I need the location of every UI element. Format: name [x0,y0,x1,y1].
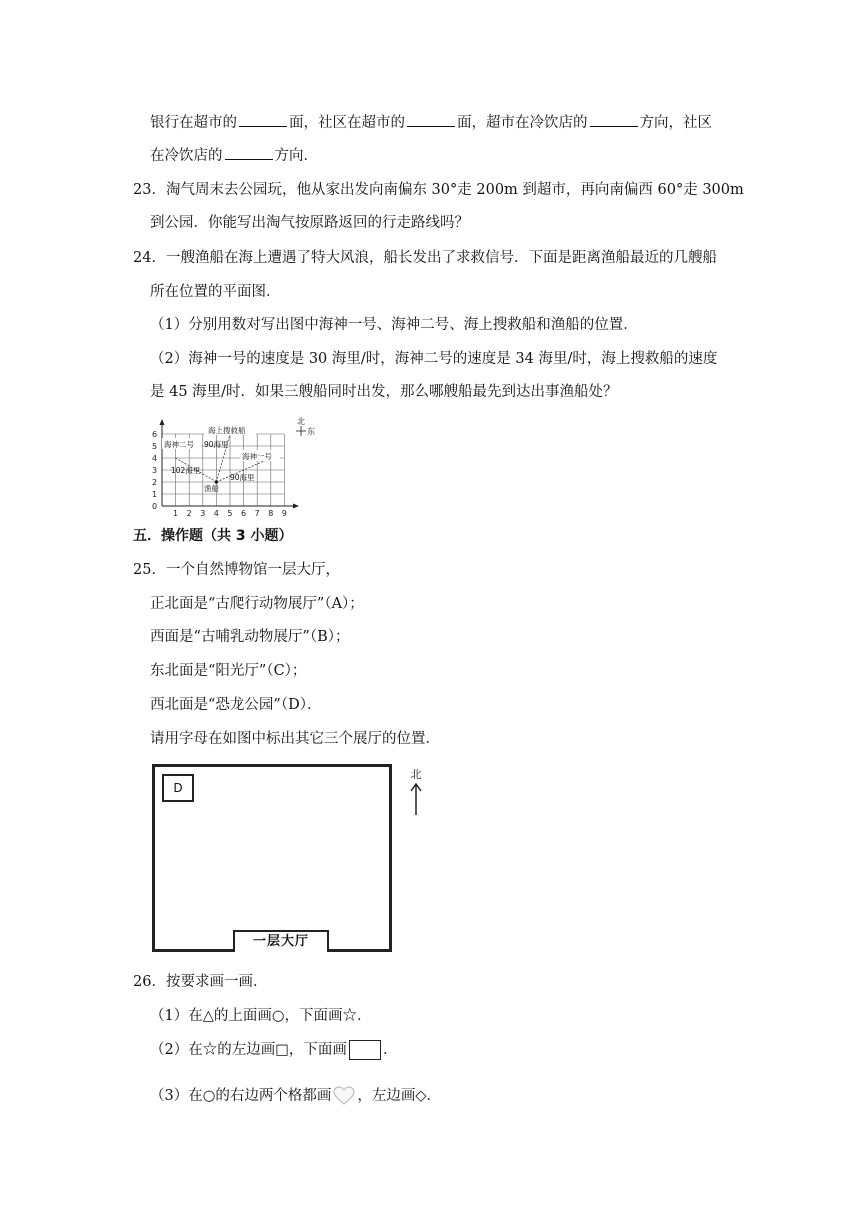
haishen1-label: 海神一号 [242,452,272,461]
q22-line1 [150,112,712,133]
q24-sub1: （1）分别用数对写出图中海神一号、海神二号、海上搜救船和渔船的位置． [150,317,638,333]
y-tick: 3 [152,466,158,475]
x-tick: 9 [281,509,287,518]
distance-label: 102海里 [171,466,201,475]
hall-d-label: D [173,781,183,795]
answer-blank [590,112,638,127]
compass-east: 东 [307,427,315,436]
x-tick: 6 [241,509,247,518]
hall-label: 一层大厅 [252,934,309,949]
north-arrow-icon [406,782,426,816]
answer-blank [225,145,273,160]
q25-item-a: 正北面是“古爬行动物展厅”（A）； [150,596,364,612]
north-indicator [406,766,426,816]
y-tick: 6 [152,430,158,439]
y-tick: 0 [152,502,158,511]
answer-blank [239,112,287,127]
section-title: 五．操作题（共 3 小题） [133,528,293,544]
q22-text: 在冷饮店的 [150,148,223,164]
q25-item-c: 东北面是“阳光厅”（C）； [150,663,307,679]
q25-item-d: 西北面是“恐龙公园”（D）． [150,697,322,713]
q26-sub3 [150,1086,441,1106]
q23-line2: 到公园．你能写出淘气按原路返回的行走路线吗？ [150,215,469,231]
q22-line2 [150,145,318,166]
x-tick: 8 [268,509,274,518]
sea-map-figure [146,414,336,522]
haishen2-label: 海神二号 [164,440,194,449]
q26-sub1: （1）在△的上面画○，下面画☆． [150,1008,372,1024]
q24-sub3: 是 45 海里/时．如果三艘船同时出发，那么哪艘船最先到达出事渔船处？ [150,384,618,400]
q26-sub3-text: （3）在○的右边两个格都画 [150,1088,332,1104]
search-ship-label: 海上搜救船 [208,426,246,435]
north-label: 北 [410,768,422,781]
q24-line2: 所在位置的平面图． [150,284,281,300]
compass-north: 北 [297,417,305,426]
q22-text: 银行在超市的 [150,115,237,131]
q22-text: 方向，社区 [639,115,712,131]
q26-intro: 26．按要求画一画． [133,974,268,990]
hall-entrance-box [233,930,329,952]
rectangle-icon [349,1040,381,1060]
y-tick: 2 [152,478,158,487]
q22-text: 方向． [274,148,318,164]
answer-blank [407,112,455,127]
heart-icon [333,1086,355,1106]
fishing-boat-label: 渔船 [204,484,219,493]
x-tick: 4 [213,509,219,518]
q26-sub2-text: ． [382,1042,398,1058]
q23-line1: 23．淘气周末去公园玩，他从家出发向南偏东 30°走 200m 到超市，再向南偏西 60°走 300m [133,182,744,198]
hall-d-box [162,774,194,802]
y-tick: 5 [152,442,158,451]
y-axis-arrow [160,419,165,425]
y-tick: 1 [152,490,158,499]
x-tick: 7 [254,509,260,518]
x-axis-arrow [293,504,299,509]
distance-label: 90海里 [204,440,229,449]
museum-hall-figure [152,764,392,952]
compass [296,416,315,436]
distance-label: 90海里 [230,473,255,482]
x-tick: 3 [200,509,206,518]
q25-task: 请用字母在如图中标出其它三个展厅的位置． [150,731,440,747]
q22-text: 面，社区在超市的 [289,115,405,131]
x-tick: 2 [186,509,192,518]
q25-item-b: 西面是“古哺乳动物展厅”（B）； [150,629,350,645]
q26-sub3-text: ，左边画◇． [357,1088,442,1104]
q24-sub2: （2）海神一号的速度是 30 海里/时，海神二号的速度是 34 海里/时，海上搜救船的速度 [150,351,718,367]
q26-sub2-text: （2）在☆的左边画□，下面画 [150,1042,347,1058]
y-tick: 4 [152,454,158,463]
q24-line1: 24．一艘渔船在海上遭遇了特大风浪，船长发出了求救信号．下面是距离渔船最近的几艘船 [133,250,717,266]
q22-text: 面，超市在冷饮店的 [457,115,588,131]
q26-sub2 [150,1040,397,1060]
x-tick: 1 [173,509,179,518]
q25-intro: 25．一个自然博物馆一层大厅， [133,562,340,578]
x-tick: 5 [227,509,233,518]
